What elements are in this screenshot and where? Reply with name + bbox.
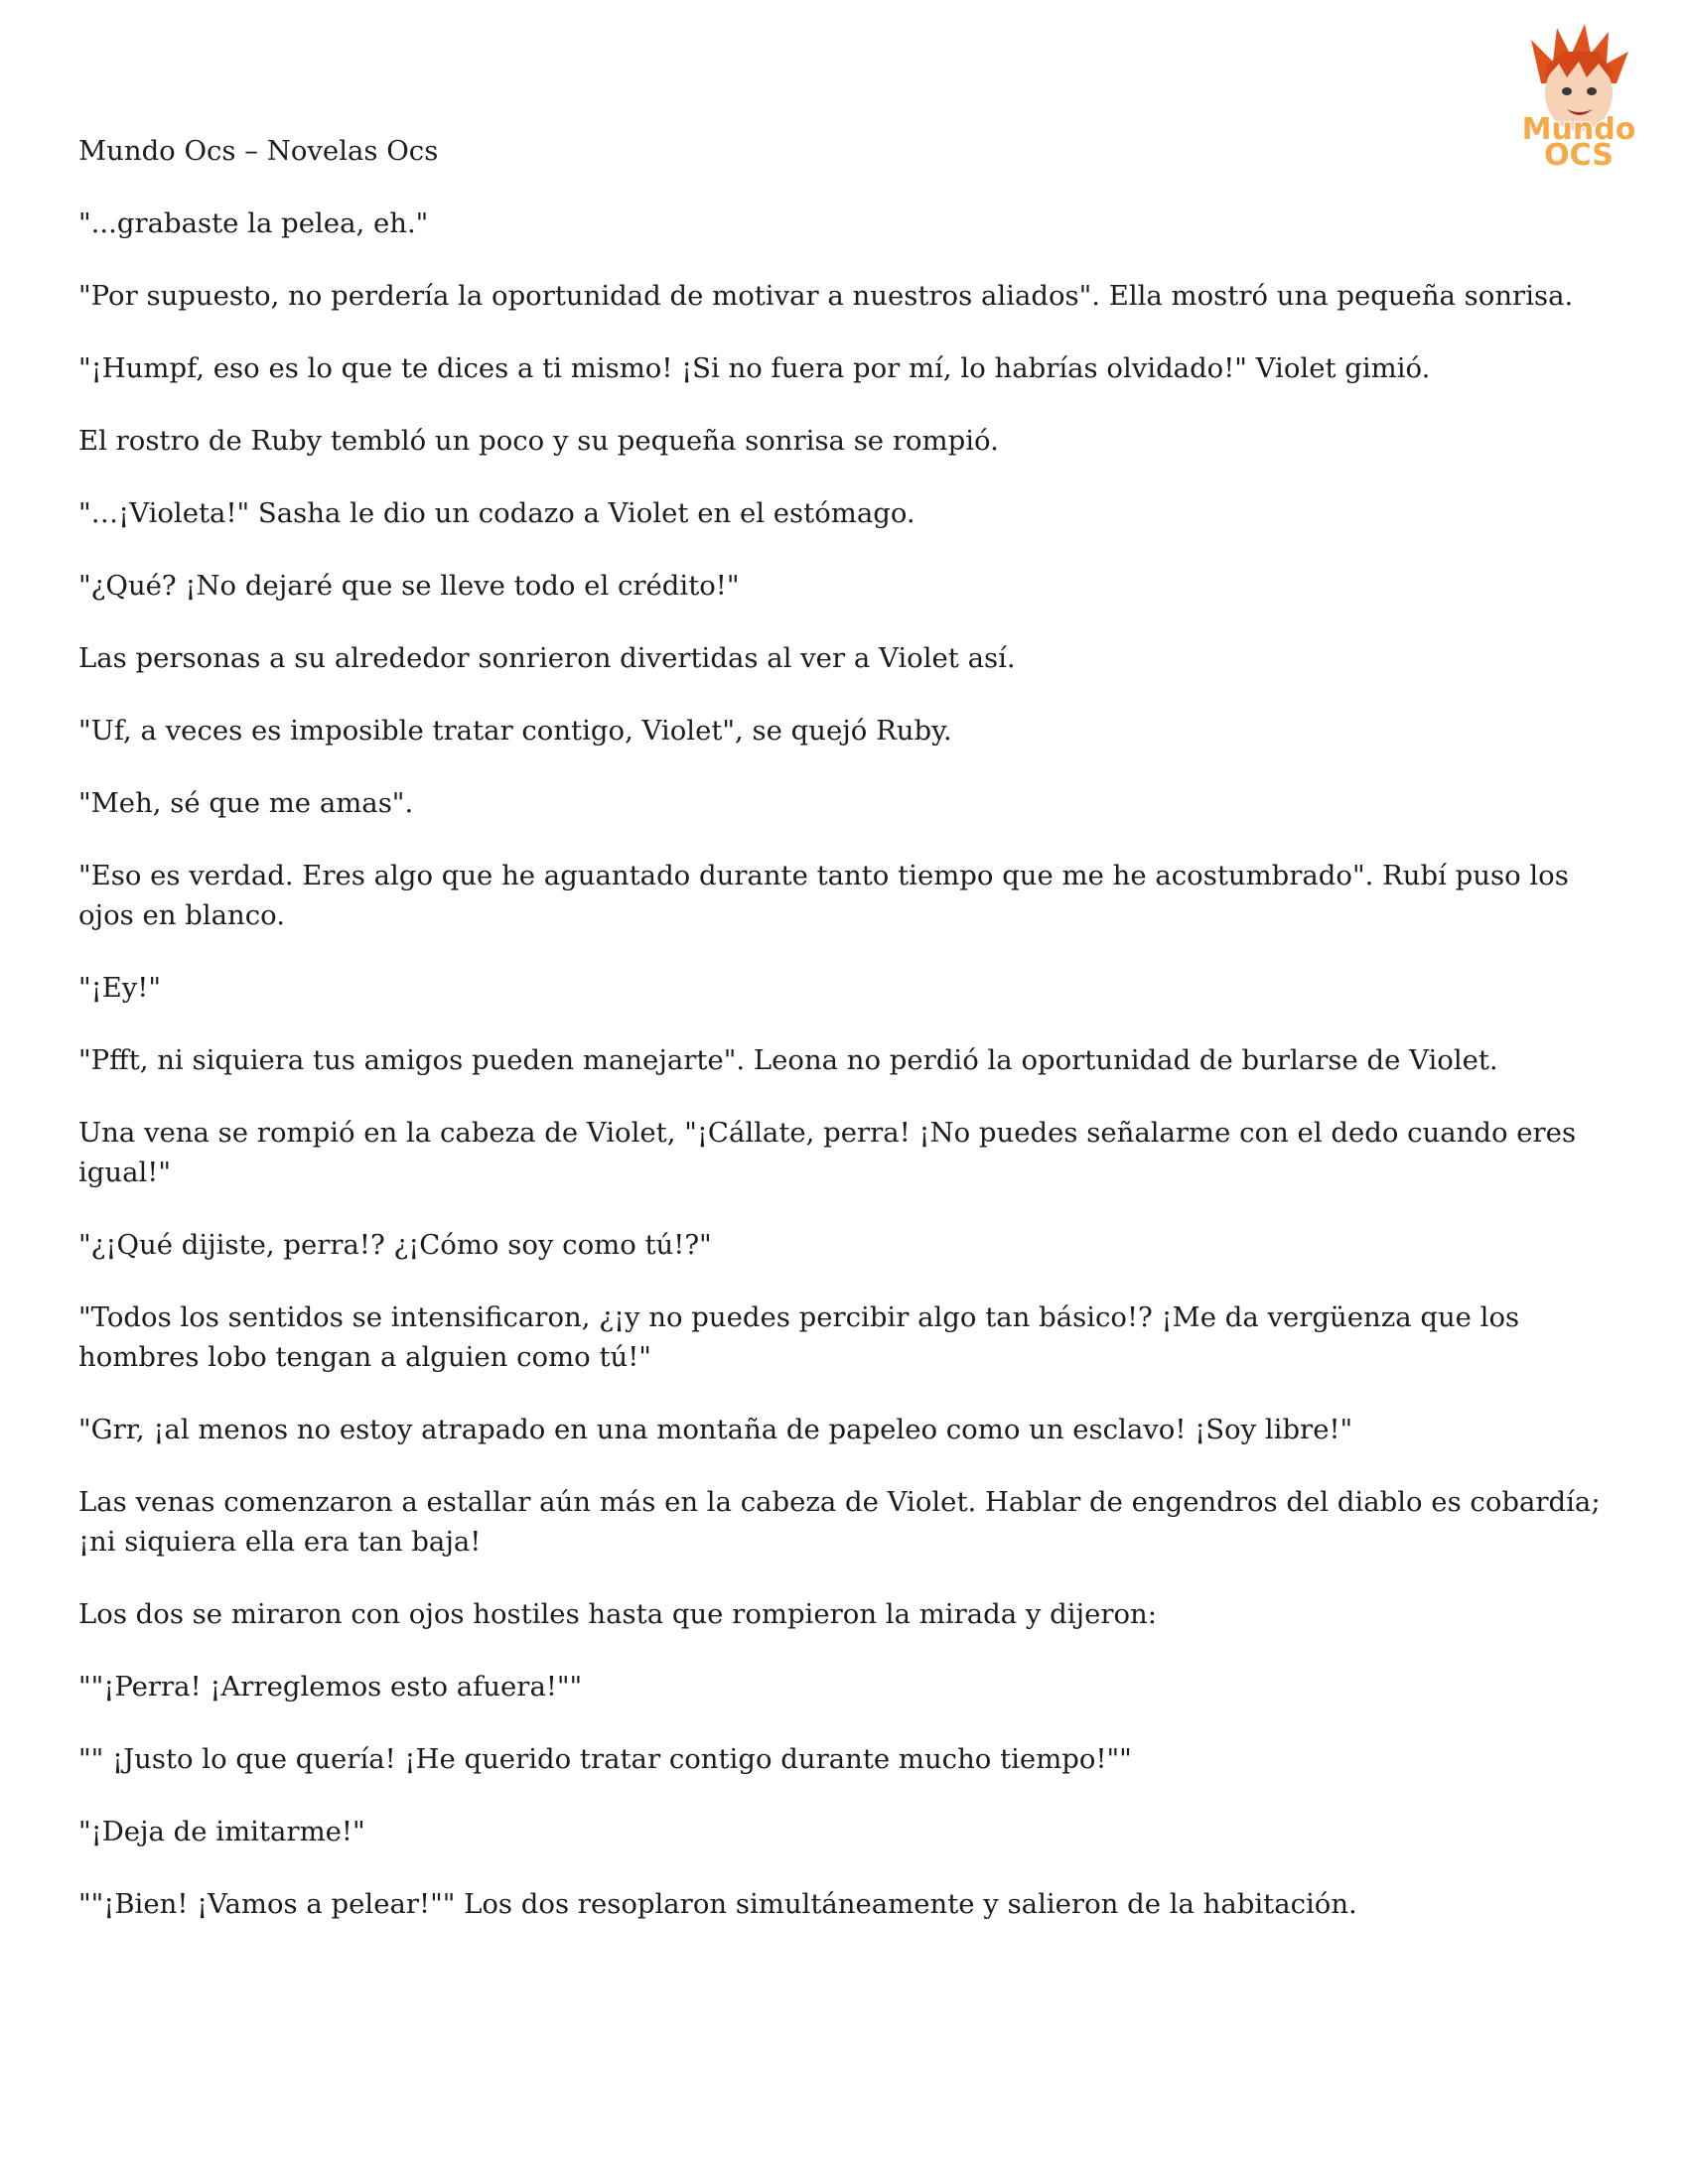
paragraph: "...grabaste la pelea, eh." [78,207,429,239]
paragraph: "Uf, a veces es imposible tratar contigo, Violet", se quejó Ruby. [78,715,952,747]
logo-text-line1: Mundo [1521,112,1636,147]
logo-eye-right [1587,87,1597,95]
document-header: Mundo Ocs – Novelas Ocs [78,135,439,167]
paragraph: "" ¡Justo lo que quería! ¡He querido tratar contigo durante mucho tiempo!"" [78,1743,1132,1775]
paragraph: "¡Humpf, eso es lo que te dices a ti mismo! ¡Si no fuera por mí, lo habrías olvidado!" Violet gimió. [78,352,1431,384]
paragraph: Las personas a su alrededor sonrieron divertidas al ver a Violet así. [78,642,1016,674]
paragraph: "Meh, sé que me amas". [78,787,414,819]
paragraph: Una vena se rompió en la cabeza de Violet, "¡Cállate, perra! ¡No puedes señalarme con el dedo cuando eres igual!" [78,1117,1577,1188]
paragraph: "Pfft, ni siquiera tus amigos pueden manejarte". Leona no perdió la oportunidad de burlarse de Violet. [78,1044,1498,1076]
logo-eye-left [1562,87,1572,95]
paragraph: "Grr, ¡al menos no estoy atrapado en una montaña de papeleo como un esclavo! ¡Soy libre!" [78,1414,1353,1445]
paragraph: "Todos los sentidos se intensificaron, ¿¡y no puedes percibir algo tan básico!? ¡Me da vergüenza que los hombres lobo tengan a alguien como tú!" [78,1301,1520,1373]
paragraph: Las venas comenzaron a estallar aún más en la cabeza de Violet. Hablar de engendros del diablo es cobardía; ¡ni siquiera ella era tan baja! [78,1486,1601,1558]
paragraph: ""¡Perra! ¡Arreglemos esto afuera!"" [78,1671,583,1703]
paragraph: "Eso es verdad. Eres algo que he aguantado durante tanto tiempo que me he acostumbrado". Rubí puso los ojos en blanco. [78,860,1569,931]
paragraph: ""¡Bien! ¡Vamos a pelear!"" Los dos resoplaron simultáneamente y salieron de la habitación. [78,1888,1357,1920]
paragraph: "Por supuesto, no perdería la oportunidad de motivar a nuestros aliados". Ella mostró una pequeña sonrisa. [78,280,1574,312]
paragraph: "¿¡Qué dijiste, perra!? ¿¡Cómo soy como tú!?" [78,1229,712,1261]
paragraph: "¿Qué? ¡No dejaré que se lleve todo el crédito!" [78,570,740,602]
document-body [78,131,1608,1957]
logo-text-line2: OCS [1544,138,1614,171]
paragraph: "¡Deja de imitarme!" [78,1816,365,1847]
paragraph: Los dos se miraron con ojos hostiles hasta que rompieron la mirada y dijeron: [78,1598,1158,1630]
paragraph: "…¡Violeta!" Sasha le dio un codazo a Violet en el estómago. [78,497,915,529]
paragraph: El rostro de Ruby tembló un poco y su pequeña sonrisa se rompió. [78,425,999,457]
paragraph: "¡Ey!" [78,972,162,1004]
